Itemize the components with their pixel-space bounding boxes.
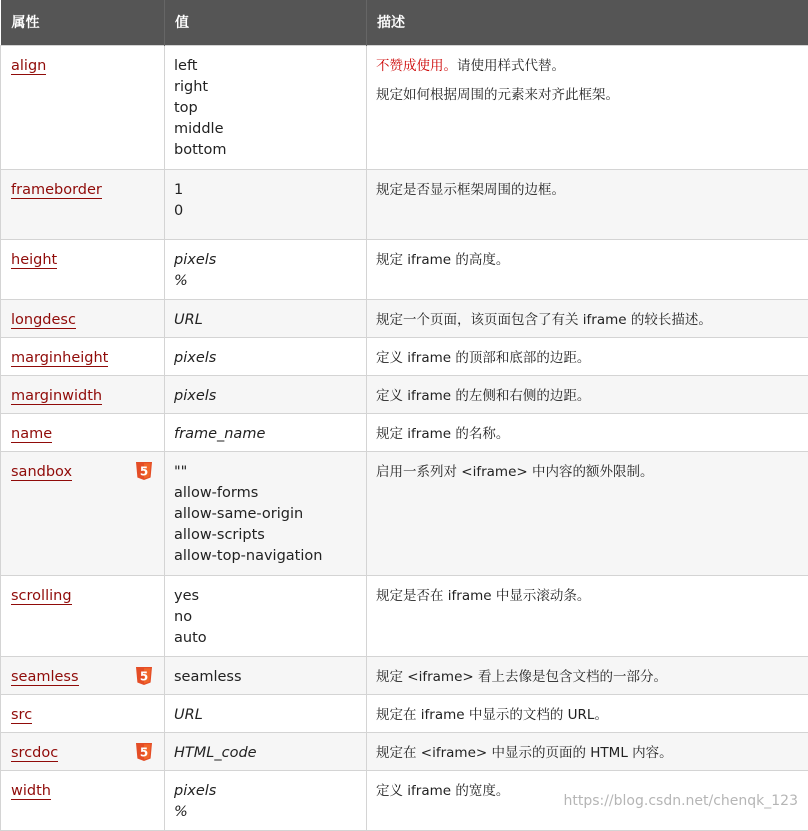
- attribute-cell: [1, 575, 165, 656]
- attribute-cell: [1, 770, 165, 830]
- value-item: pixels: [174, 781, 357, 802]
- attribute-cell: [1, 694, 165, 732]
- attribute-cell: [1, 45, 165, 169]
- value-cell: [165, 413, 367, 451]
- description-text: 规定在 <iframe> 中显示的页面的 HTML 内容。: [376, 745, 673, 761]
- description-text: 规定在 iframe 中显示的文档的 URL。: [376, 707, 608, 723]
- attribute-cell: [1, 375, 165, 413]
- attribute-link[interactable]: height: [11, 252, 57, 269]
- watermark: https://blog.csdn.net/chenqk_123: [563, 793, 798, 809]
- value-cell: [165, 694, 367, 732]
- value-item: seamless: [174, 667, 357, 688]
- value-item: 0: [174, 201, 357, 222]
- header-description: 描述: [367, 0, 808, 45]
- attribute-link[interactable]: frameborder: [11, 182, 102, 199]
- value-item: URL: [174, 310, 357, 331]
- value-item: pixels: [174, 250, 357, 271]
- value-cell: [165, 575, 367, 656]
- table-row: [1, 375, 808, 413]
- description-text-secondary: 规定如何根据周围的元素来对齐此框架。: [376, 85, 799, 106]
- html5-icon: [136, 743, 152, 761]
- value-item: "": [174, 462, 357, 483]
- value-cell: [165, 45, 367, 169]
- attribute-link[interactable]: sandbox: [11, 464, 72, 481]
- svg-text:5: 5: [140, 669, 148, 683]
- value-item: allow-scripts: [174, 525, 357, 546]
- description-text: 请使用样式代替。: [457, 58, 565, 74]
- attribute-cell: [1, 732, 165, 770]
- value-item: URL: [174, 705, 357, 726]
- attribute-link[interactable]: align: [11, 58, 46, 75]
- description-cell: [367, 413, 808, 451]
- description-text: 规定 iframe 的名称。: [376, 426, 509, 442]
- value-item: 1: [174, 180, 357, 201]
- value-cell: [165, 337, 367, 375]
- description-text: 定义 iframe 的顶部和底部的边距。: [376, 350, 590, 366]
- description-cell: [367, 239, 808, 299]
- table-row: [1, 169, 808, 239]
- description-cell: [367, 694, 808, 732]
- description-cell: [367, 575, 808, 656]
- description-cell: [367, 732, 808, 770]
- description-text: 规定是否在 iframe 中显示滚动条。: [376, 588, 590, 604]
- value-cell: [165, 656, 367, 694]
- value-item: auto: [174, 628, 357, 649]
- value-cell: [165, 239, 367, 299]
- svg-text:5: 5: [140, 464, 148, 478]
- description-cell: [367, 451, 808, 575]
- value-item: allow-same-origin: [174, 504, 357, 525]
- value-item: no: [174, 607, 357, 628]
- value-item: bottom: [174, 140, 357, 161]
- description-cell: [367, 375, 808, 413]
- attribute-cell: [1, 169, 165, 239]
- table-row: [1, 45, 808, 169]
- value-cell: [165, 375, 367, 413]
- table-row: [1, 451, 808, 575]
- description-text: 规定 <iframe> 看上去像是包含文档的一部分。: [376, 669, 667, 685]
- table-row: [1, 337, 808, 375]
- value-item: middle: [174, 119, 357, 140]
- value-item: %: [174, 271, 357, 292]
- description-cell: [367, 337, 808, 375]
- description-text: 规定是否显示框架周围的边框。: [376, 182, 565, 198]
- attribute-cell: [1, 337, 165, 375]
- table-row: [1, 299, 808, 337]
- attribute-link[interactable]: seamless: [11, 669, 79, 686]
- value-item: top: [174, 98, 357, 119]
- value-cell: [165, 770, 367, 830]
- html5-icon: [136, 667, 152, 685]
- description-cell: [367, 299, 808, 337]
- attribute-cell: [1, 299, 165, 337]
- value-item: yes: [174, 586, 357, 607]
- table-body: [1, 45, 808, 830]
- attribute-cell: [1, 656, 165, 694]
- header-attribute: 属性: [1, 0, 165, 45]
- value-item: left: [174, 56, 357, 77]
- attribute-link[interactable]: width: [11, 783, 51, 800]
- value-item: HTML_code: [174, 743, 357, 764]
- attribute-link[interactable]: srcdoc: [11, 745, 58, 762]
- table-row: [1, 732, 808, 770]
- value-item: allow-forms: [174, 483, 357, 504]
- description-text: 启用一系列对 <iframe> 中内容的额外限制。: [376, 464, 654, 480]
- value-cell: [165, 451, 367, 575]
- attribute-link[interactable]: src: [11, 707, 32, 724]
- deprecated-note: 不赞成使用。: [376, 58, 457, 74]
- attribute-link[interactable]: marginheight: [11, 350, 108, 367]
- description-text: 规定一个页面，该页面包含了有关 iframe 的较长描述。: [376, 312, 712, 328]
- description-text: 规定 iframe 的高度。: [376, 252, 509, 268]
- value-cell: [165, 169, 367, 239]
- description-text: 定义 iframe 的左侧和右侧的边距。: [376, 388, 590, 404]
- value-item: frame_name: [174, 424, 357, 445]
- table-row: [1, 413, 808, 451]
- description-cell: [367, 656, 808, 694]
- attribute-link[interactable]: marginwidth: [11, 388, 102, 405]
- table-row: [1, 239, 808, 299]
- attribute-cell: [1, 451, 165, 575]
- value-item: right: [174, 77, 357, 98]
- attribute-link[interactable]: scrolling: [11, 588, 72, 605]
- attribute-link[interactable]: longdesc: [11, 312, 76, 329]
- attribute-link[interactable]: name: [11, 426, 52, 443]
- table-row: [1, 694, 808, 732]
- description-cell: [367, 45, 808, 169]
- value-item: allow-top-navigation: [174, 546, 357, 567]
- value-item: pixels: [174, 386, 357, 407]
- value-item: pixels: [174, 348, 357, 369]
- header-value: 值: [165, 0, 367, 45]
- html5-icon: [136, 462, 152, 480]
- table-row: [1, 656, 808, 694]
- description-text: 定义 iframe 的宽度。: [376, 783, 509, 799]
- attribute-cell: [1, 413, 165, 451]
- attribute-cell: [1, 239, 165, 299]
- description-cell: [367, 169, 808, 239]
- value-item: %: [174, 802, 357, 823]
- svg-text:5: 5: [140, 745, 148, 759]
- table-row: [1, 575, 808, 656]
- value-cell: [165, 299, 367, 337]
- value-cell: [165, 732, 367, 770]
- table-header-row: [1, 0, 808, 45]
